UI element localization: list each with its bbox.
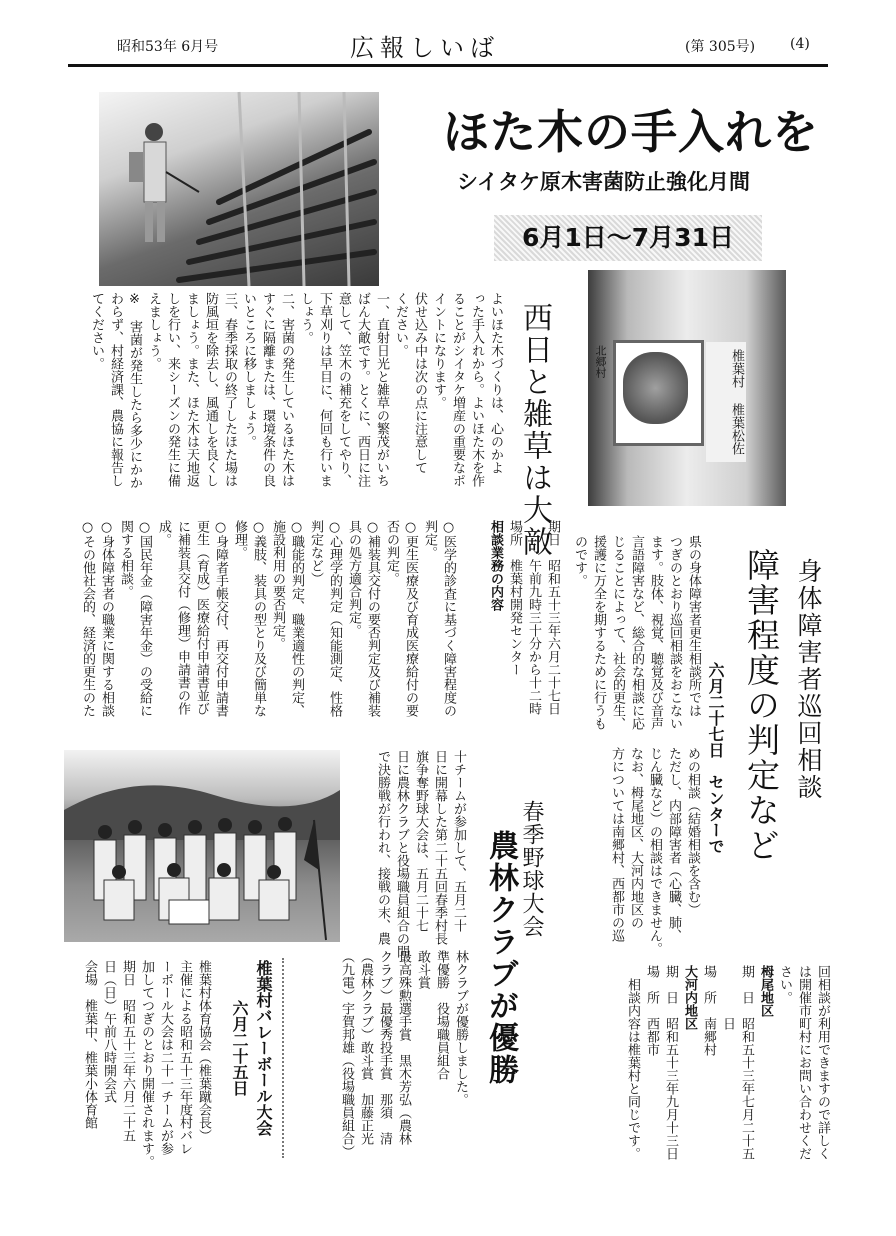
yakyu-kicker: 春季野球大会 <box>519 800 544 938</box>
photo-sign-shiiba: 椎葉村 椎葉松佐 <box>706 342 746 462</box>
newsletter-title: 広報しいば <box>350 34 500 62</box>
shiitake-display-photo <box>588 270 786 506</box>
logs-spraying-photo <box>99 92 379 286</box>
hotagi-headline: ほた木の手入れを <box>443 105 819 159</box>
volley-title: 椎葉村バレーボール大会 <box>254 960 273 1136</box>
shogai-schedule: 期日 昭和五十三年六月二十七日 午前九時三十分から十二時 場所 椎葉村開発センター 相談業務の内容 <box>488 520 560 715</box>
shogai-intro: 県の身体障害者更生相談所では つぎのとおり巡回相談をおこない ます。肢体、視覚、聴覚及び音声 言語障害など、総合的な相談に応 じることによって、社会的更生、 援護に万全を期するために行うも のです。 <box>572 535 701 730</box>
yakyu-intro: 十チームが参加して、五月二十 日に開幕した第二十五回春季村長 旗争奪野球大会は、五月二十七 日に農林クラブと役場職員組合の間 で決勝戦が行われ、接戦の末、農 <box>375 750 466 958</box>
shogai-naiyo-cont: めの相談（結婚相談を含む） ただし、内部障害者（心臓、肺、 じん臓など）の相談はできません。 なお、栂尾地区、大河内地区の 方については南郷村、西都市の巡 <box>609 747 700 955</box>
header-rule <box>68 64 828 67</box>
issue-number: (第 305号) <box>685 39 756 55</box>
shogai-title-2: 障害程度の判定など <box>742 548 781 863</box>
hotagi-subtitle: シイタケ原木害菌防止強化月間 <box>457 170 750 194</box>
shogai-naiyo-label: 相談業務の内容 <box>488 520 503 611</box>
volley-body: 椎葉村体育協会（椎葉蹴会長） 主催による昭和五十三年度村バレ ーボール大会は二十一チームが参 加してつぎのとおり開催されます。 期日 昭和五十三年六月二十五 日（日）午前八時開会式 会場 椎葉中、椎葉小体育館 <box>82 960 211 1168</box>
page-number: (4) <box>790 36 810 52</box>
issue-date: 昭和53年 6月号 <box>117 39 219 55</box>
toganoo-label: 栂尾地区 <box>758 965 773 1017</box>
okochi-label: 大河内地区 <box>682 965 697 1030</box>
yakyu-headline: 農林クラブが優勝 <box>483 830 518 1086</box>
hotagi-period-banner: 6月1日～7月31日 <box>494 215 762 261</box>
baseball-team-photo <box>64 750 340 942</box>
yakyu-results: 林クラブが優勝しました。 準優勝 役場職員組合 敢斗賞 最高殊勲選手賞 黒木芳弘（農林 クラブ）最優秀投手賞 那須 清 （農林クラブ）敢斗賞 加藤正光 （九電）宇賀邦雄（役場職員組合） <box>339 950 468 1158</box>
volley-divider <box>282 958 286 1158</box>
shogai-naiyo-list: ○医学的診査に基づく障害程度の 判定。 ○更生医療及び育成医療給付の要 否の判定。 ○補装具交付の要否判定及び補装 具の処方適合判定。 ○心理学的判定（知能測定、性格 判定など） ○職能的判定、職業適性の判定、 施設利用の要否判定。 ○義肢、装具の型とり及び簡単な 修理。 ○身障者手帳交付、再交付申請書 更生（育成）医療給付申請書並び に補装具交付（修理）申請書の作 成。 ○国民年金（障害年金）の受給に 関する相談。 ○身体障害者の職業に関する相談 ○その他社会的、経済的更生のた <box>80 520 456 717</box>
hotagi-body: よいほた木づくりは、心のかよ った手入れから。よいほた木を作 ることがシイタケ増産の重要なポ イントになります。 伏せ込み中は次の点に注意して ください。 一、直射日光と雑草の繁茂がいち ばん大敵です。とくに、西日に注 意して、笠木の補充をしてやり、 下草刈りは早目に、何回も行いま しょう。 二、害菌の発生しているほた木は すぐに隔離または、環境条件の良 いところに移しましょう。 三、春季採取の終了したほた場は 防風垣を除去し、風通しを良くし ましょう。また、ほた木は天地返 しを行い、来シーズンの発生に備 えましょう。 ※ 害菌が発生したら多少にかか わらず、村経済課、農協に報告し てください。 <box>89 292 503 489</box>
volley-date: 六月二十五日 <box>230 1000 249 1096</box>
photo-sign-kitago: 北郷村 <box>594 345 607 378</box>
shogai-date-line: 六月二十七日 センターで <box>706 662 725 854</box>
hotagi-section-title: 西日と雑草は大敵 <box>517 302 552 558</box>
shogai-venue-info: 回相談が利用できますので詳しく は開催市町村にお問い合わせくだ さい。 栂尾地区 期 日 昭和五十三年七月二十五 日 場 所 南郷村 大河内地区 期 日 昭和五十三年九月十三日 場 所 西都市 相談内容は椎葉村と同じです。 <box>625 965 830 1160</box>
shogai-title-1: 身体障害者巡回相談 <box>794 558 823 801</box>
